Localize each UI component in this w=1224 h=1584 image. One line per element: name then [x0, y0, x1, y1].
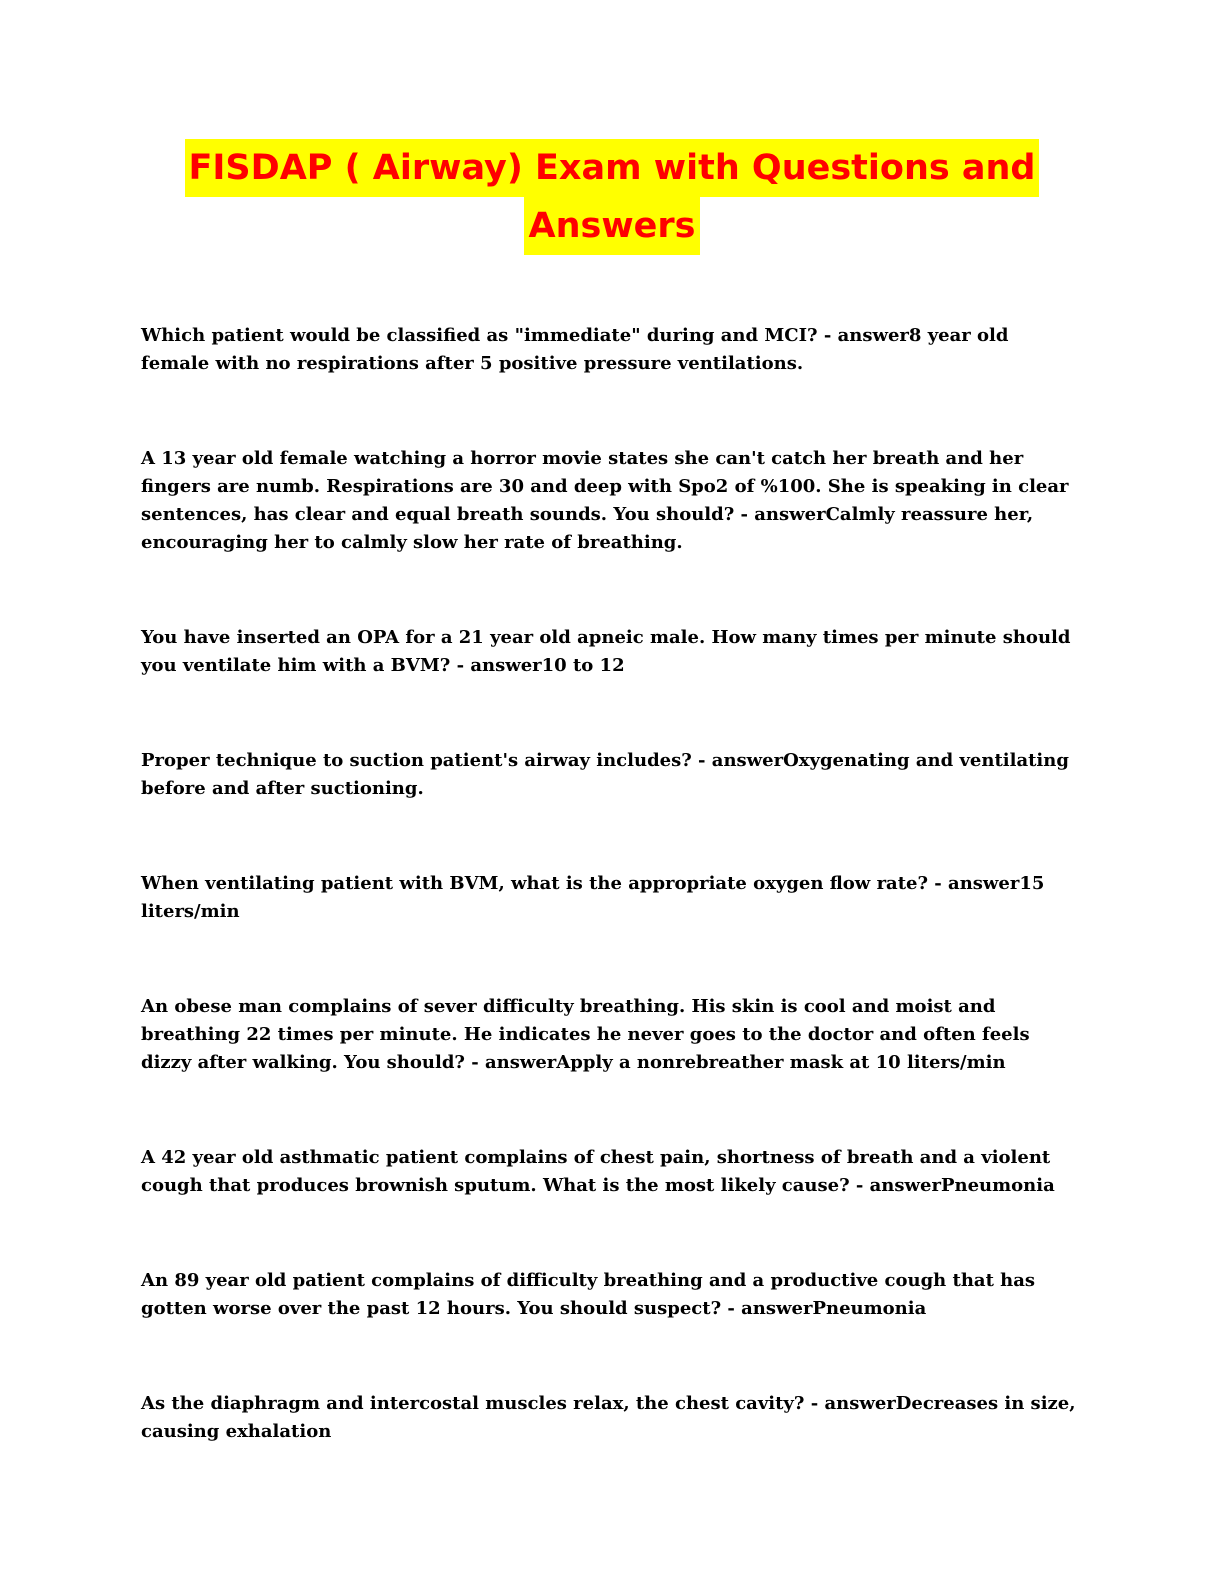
- qa-item: A 13 year old female watching a horror movie states she can't catch her breath and her fingers are numb. Respirations are 30 and deep with Spo2 of %100. She is speaking in clear sentences, has clear and equal breath sounds. You should? - answerCalmly reassure her, encouraging her to calmly slow her rate of breathing.: [141, 448, 1069, 553]
- qa-item: An 89 year old patient complains of difficulty breathing and a productive cough that has gotten worse over the past 12 hours. You should suspect? - answerPneumonia: [141, 1270, 1036, 1319]
- qa-item: Proper technique to suction patient's airway includes? - answerOxygenating and ventilating before and after suctioning.: [141, 750, 1069, 799]
- title-line-2: Answers: [524, 197, 699, 255]
- qa-item: You have inserted an OPA for a 21 year old apneic male. How many times per minute should you ventilate him with a BVM? - answer10 to 12: [141, 627, 1071, 676]
- qa-item: As the diaphragm and intercostal muscles relax, the chest cavity? - answerDecreases in size, causing exhalation: [141, 1393, 1076, 1442]
- qa-list: [141, 322, 1081, 1446]
- qa-item: An obese man complains of sever difficulty breathing. His skin is cool and moist and breathing 22 times per minute. He indicates he never goes to the doctor and often feels dizzy after walking. You should? - answerApply a nonrebreather mask at 10 liters/min: [141, 996, 1030, 1073]
- title-line-1: FISDAP ( Airway) Exam with Questions and: [185, 139, 1040, 197]
- qa-item: When ventilating patient with BVM, what is the appropriate oxygen flow rate? - answer15 liters/min: [141, 873, 1045, 922]
- qa-item: A 42 year old asthmatic patient complains of chest pain, shortness of breath and a violent cough that produces brownish sputum. What is the most likely cause? - answerPneumonia: [141, 1147, 1055, 1196]
- qa-item: Which patient would be classified as "immediate" during and MCI? - answer8 year old female with no respirations after 5 positive pressure ventilations.: [141, 325, 1009, 374]
- document-title: [0, 139, 1224, 255]
